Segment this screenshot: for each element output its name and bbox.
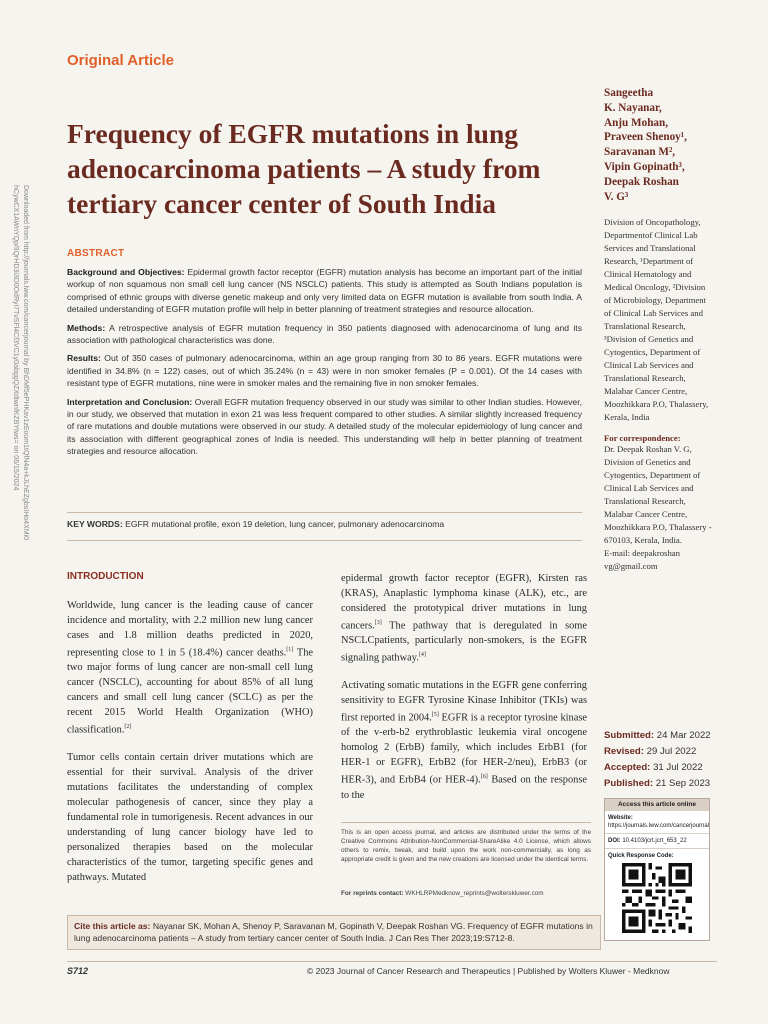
abstract-label: Interpretation and Conclusion: (67, 396, 193, 407)
keywords-text: EGFR mutational profile, exon 19 deletion, lung cancer, pulmonary adenocarcinoma (125, 519, 445, 529)
keywords (67, 519, 582, 529)
text: Based on the response to the (341, 774, 587, 801)
author-line: Deepak Roshan (604, 175, 679, 188)
section-heading-introduction: INTRODUCTION (67, 571, 144, 582)
doi-label: DOI: (608, 838, 621, 844)
access-website (605, 810, 709, 833)
date-published (604, 776, 711, 792)
divider (341, 822, 591, 823)
citation-ref[interactable]: [3] (374, 620, 382, 626)
text: The two major forms of lung cancer are non-small cell lung cancer (NSCLC), accounting for about 85% of all lung cancers and small cell lung cancer (SCLC) as per the recent 2015 World Health Organization (WHO) classification. (67, 647, 313, 736)
correspondence-heading: For correspondence: (604, 433, 681, 444)
author-line: Praveen Shenoy¹, (604, 131, 687, 144)
date-value: 29 Jul 2022 (646, 746, 697, 757)
citation-text: Nayanar SK, Mohan A, Shenoy P, Saravanan M, Gopinath V, Deepak Roshan VG. Frequency of EGFR mutations in lung adenocarcinoma patients – A study from tertiary cancer center of South India. J Can Res Ther 2023;19:S712-8. (74, 921, 593, 944)
access-qr (605, 848, 709, 940)
author-line: Vipin Gopinath³, (604, 160, 685, 173)
date-value: 24 Mar 2022 (656, 730, 711, 741)
keywords-label: KEY WORDS: (67, 519, 123, 529)
citation-ref[interactable]: [4] (418, 652, 426, 659)
qr-label: Quick Response Code: (608, 853, 674, 859)
text: Worldwide, lung cancer is the leading cause of cancer incidence and mortality, with 2.2 million new lung cancer cases and 1.8 million deaths predicted in 2020, representing close to 1 in 5 (18.4%) cancer deaths. (67, 600, 313, 659)
date-revised (604, 744, 711, 760)
date-value: 31 Jul 2022 (653, 762, 703, 773)
date-label: Revised: (604, 746, 644, 757)
footer-copyright: © 2023 Journal of Cancer Research and Therapeutics | Published by Wolters Kluwer - Medknow (307, 966, 670, 976)
abstract-methods (67, 322, 582, 347)
access-online-box (604, 798, 710, 941)
doi-link[interactable]: 10.4103/jcrt.jcrt_653_22 (622, 838, 687, 844)
citation-ref[interactable]: [2] (124, 724, 132, 731)
download-notice-line: Downloaded from http://journals.lww.com/cancerjournal by BhDMf5ePHKav1zEoum1tQfN4a+kJLhEZgbsIHo4XMi0 (22, 185, 29, 541)
qr-code-icon[interactable] (622, 863, 692, 933)
website-label: Website: (608, 815, 633, 821)
abstract-results (67, 352, 582, 389)
abstract-text: Out of 350 cases of pulmonary adenocarcinoma, within an age group ranging from 30 to 86 years. EGFR mutations were identified in 34.8% (n = 122) cases, out of which 35.24% (n = 43) were in non smoker females (P = 0.001). Of the 14 cases with resistant type of EGFR mutations, nine were in smoker males and the remaining five in non smoker females. (67, 353, 582, 389)
abstract-text: Overall EGFR mutation frequency observed in our study was similar to other Indian studies. However, in our study, we observed that mutation in exon 21 was less frequent compared to other studies. A similar slightly increased frequency of rare mutations and double mutations were observed in our study. A detailed study of the molecular epidemiology of lung cancer and its association with different geographical zones of India is needed. This understanding will help in better planning of treatment strategies and resource allocation. (67, 396, 582, 457)
body-column-left (67, 598, 313, 897)
author-sidebar (604, 86, 714, 573)
article-type-label: Original Article (67, 52, 174, 69)
page-number: S712 (67, 966, 89, 976)
author-line: Sangeetha (604, 87, 654, 99)
abstract-interpretation (67, 396, 582, 458)
reprints-email[interactable]: WKHLRPMedknow_reprints@wolterskluwer.com (405, 890, 544, 897)
footer-divider (67, 961, 717, 962)
article-title (67, 116, 567, 221)
correspondence-address: Dr. Deepak Roshan V. G, Division of Genetics and Cytogentics, Department of Clinical Lab Services and Translational Research, Malabar Cancer Centre, Moozhikkara P.O, Thalassery - 670103, Kerala, India. (604, 444, 712, 546)
citation-ref[interactable]: [6] (480, 774, 488, 781)
paragraph (67, 598, 313, 738)
author-list (604, 86, 714, 204)
abstract-label: Background and Objectives: (67, 267, 185, 277)
author-line: V. G³ (604, 190, 629, 203)
access-doi (605, 833, 709, 848)
abstract-body (67, 266, 582, 464)
citation-box (67, 915, 601, 950)
abstract-text: Epidermal growth factor receptor (EGFR) mutation analysis has become an important part of the initial workup of non squamous non small cell lung cancer (NS NSCLC) patients. This study is attempted as South Indians population is comprised of ethnic groups with diverse genetic makeup and only very limited data on EGFR mutation is available from south India. A detailed understanding of EGFR mutation profile will help in better planning of treatment strategies and resource allocation. (67, 267, 582, 315)
author-line: Saravanan M², (604, 146, 676, 159)
title-line: Frequency of EGFR mutations in lung (67, 118, 518, 149)
date-value: 21 Sep 2023 (655, 778, 711, 789)
author-line: Anju Mohan, (604, 116, 669, 129)
reprints-label: For reprints contact: (341, 890, 404, 897)
abstract-text: A retrospective analysis of EGFR mutation frequency in 350 patients diagnosed with adenocarcinoma of lung and its association with pathological characteristics was done. (67, 322, 582, 346)
text: EGFR is a receptor tyrosine kinase of the v-erb-b2 erythroblastic leukemia viral oncogene homolog 2 (ErbB) family, which includes ErbB1 (for HER-1 or EGFR), ErbB2 (for HER-2/neu), ErbB3 (or HER-3), and ErbB4 (or HER-4). (341, 712, 587, 786)
abstract-label: Methods: (67, 322, 106, 333)
abstract-background (67, 266, 582, 316)
date-label: Accepted: (604, 762, 651, 773)
divider (67, 512, 582, 513)
article-dates (604, 728, 711, 792)
abstract-label: Results: (67, 353, 101, 364)
license-notice: This is an open access journal, and articles are distributed under the terms of the Creative Commons Attribution-NonCommercial-ShareAlike 4.0 License, which allows others to remix, tweak, and build upon the work non-commercially, as long as appropriate credit is given and the new creations are licensed under the identical terms. (341, 829, 591, 863)
text: Activating somatic mutations in the EGFR gene conferring sensitivity to EGFR Tyrosine Kinase Inhibitor (TKIs) was first reported in 2004. (341, 679, 587, 724)
download-notice (12, 185, 30, 541)
text: epidermal growth factor receptor (EGFR), Kirsten ras (KRAS), Anaplastic lymphoma kinase (ALK), etc., are considered the prototypical driver mutations in lung cancers. (341, 573, 587, 632)
citation-ref[interactable]: [5] (431, 711, 439, 718)
abstract-heading: ABSTRACT (67, 248, 125, 259)
divider (67, 540, 582, 541)
date-accepted (604, 760, 711, 776)
title-line: tertiary cancer center of South India (67, 188, 496, 219)
title-line: adenocarcinoma patients – A study from (67, 153, 541, 184)
website-link[interactable]: https://journals.lww.com/cancerjournal (608, 823, 710, 829)
body-column-right (341, 571, 587, 815)
date-label: Published: (604, 778, 654, 789)
date-label: Submitted: (604, 730, 655, 741)
author-line: K. Nayanar, (604, 101, 662, 114)
citation-label: Cite this article as: (74, 921, 151, 931)
date-submitted (604, 728, 711, 744)
paragraph: Tumor cells contain certain driver mutations which are essential for their survival. Analysis of the driver mutations facilitates the understanding of complex molecular pathogenesis of cancer, since they play a fundamental role in tumorigenesis. Recent advances in our understanding of lung cancer biology have led to personalized therapies based on the molecular characteristics of the tumor, targeting specific genes and pathways. Mutated (67, 751, 313, 883)
citation-ref[interactable]: [1] (286, 647, 294, 653)
paragraph (341, 571, 587, 666)
correspondence-email[interactable]: E-mail: deepakroshan vg@gmail.com (604, 548, 680, 572)
text: The pathway that is deregulated in some NSCLCpatients, particularly non-smokers, is the EGFR signaling pathway. (341, 620, 587, 664)
affiliations: Division of Oncopathology, Departmentof Clinical Lab Services and Translational Research, ¹Department of Clinical Hematology and Medical Oncology, ²Division of Microbiology, Department of Clinical Lab Services and Translational Research, ³Division of Genetics and Cytogentics, Department of Clinical Lab Services and Translational Research, Malabar Cancer Centre, Moozhikkara P.O, Thalassery, Kerala, India (604, 217, 709, 423)
reprints-contact (341, 890, 544, 897)
download-notice-line: hCywCX1AWnYQp/IlQrHD3i3D0OdRyi7TvSFl4Cf3VC1y0abggQZXdtwnfKZBYtws= on 06/15/2024 (12, 185, 19, 491)
paragraph (341, 678, 587, 803)
access-heading: Access this article online (605, 799, 709, 810)
